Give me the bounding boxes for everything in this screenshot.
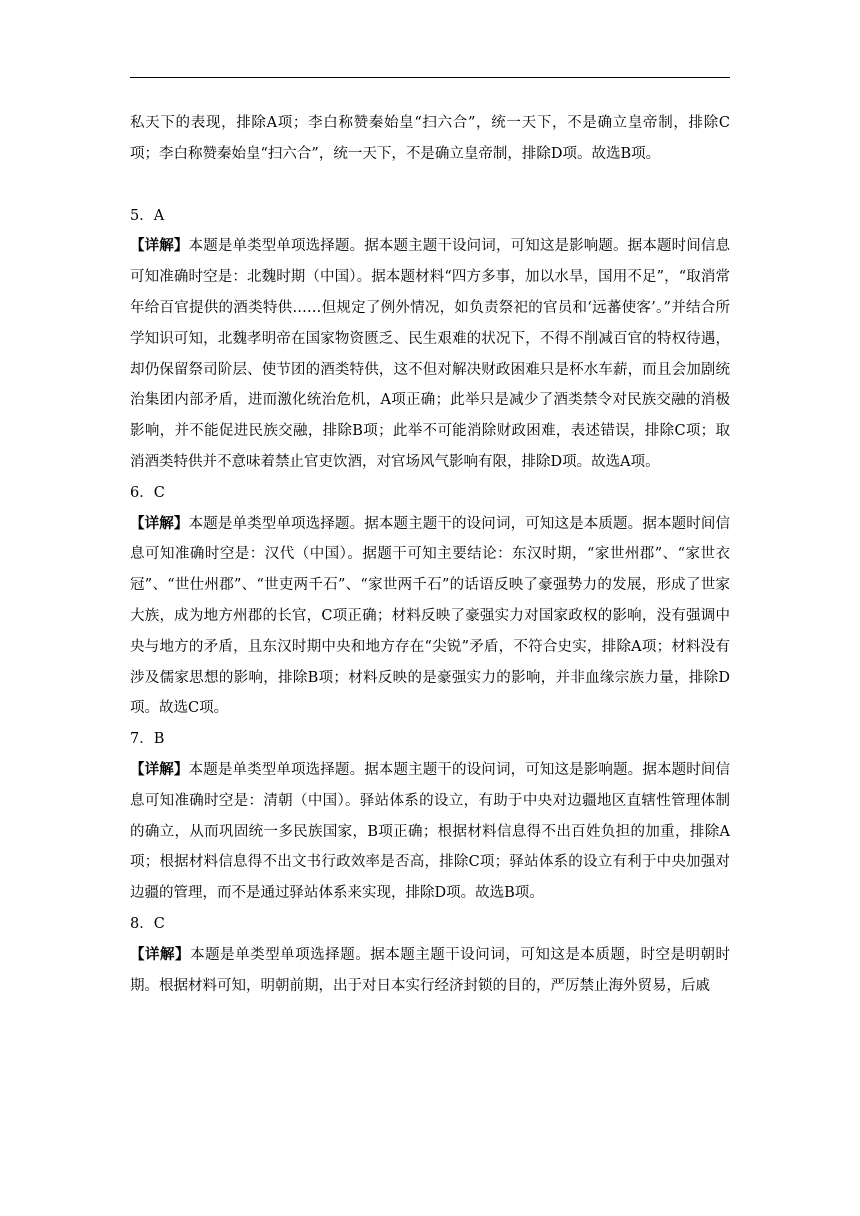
header-rule [130,77,730,78]
explanation-paragraph [130,940,730,1002]
answer-block-5 [130,201,730,478]
explanation-text: 本题是单类型单项选择题。据本题主题干设问词，可知这是影响题。据本题时间信息可知准确时空是：北魏时期（中国）。据本题材料“四方多事，加以水旱，国用不足”，“取消常年给百官提供的酒类特供……但规定了例外情况，如负责祭祀的官员和‘远蕃使客’。”并结合所学知识可知，北魏孝明帝在国家物资匮乏、民生艰难的状况下，不得不削减百官的特权待遇，却仍保留祭司阶层、使节团的酒类特供，这不但对解决财政困难只是杯水车薪，而且会加剧统治集团内部矛盾，进而激化统治危机，A项正确；此举只是减少了酒类禁令对民族交融的消极影响，并不能促进民族交融，排除B项；此举不可能消除财政困难，表述错误，排除C项；取消酒类特供并不意味着禁止官吏饮酒，对官场风气影响有限，排除D项。故选A项。 [130,238,731,470]
explanation-label: 【详解】 [130,760,189,778]
question-number: 5．A [130,207,165,224]
explanation-paragraph [130,509,730,725]
explanation-label: 【详解】 [130,945,191,963]
explanation-label: 【详解】 [130,237,189,255]
question-number: 6．C [130,484,165,501]
answer-block-6 [130,478,730,724]
continuation-paragraph: 私天下的表现，排除A项；李白称赞秦始皇“扫六合”，统一天下，不是确立皇帝制，排除C项；李白称赞秦始皇“扫六合”，统一天下，不是确立皇帝制，排除D项。故选B项。 [130,115,730,162]
answer-block-8 [130,909,730,1001]
answer-block-7 [130,724,730,909]
explanation-text: 本题是单类型单项选择题。据本题主题干的设问词，可知这是影响题。据本题时间信息可知准确时空是：清朝（中国）。驿站体系的设立，有助于中央对边疆地区直辖性管理体制的确立，从而巩固统一多民族国家，B项正确；根据材料信息得不出百姓负担的加重，排除A项；根据材料信息得不出文书行政效率是否高，排除C项；驿站体系的设立有利于中央加强对边疆的管理，而不是通过驿站体系来实现，排除D项。故选B项。 [130,761,731,902]
explanation-label: 【详解】 [130,514,189,532]
explanation-paragraph [130,231,730,477]
explanation-text: 本题是单类型单项选择题。据本题主题干的设问词，可知这是本质题。据本题时间信息可知准确时空是：汉代（中国）。据题干可知主要结论：东汉时期，“家世州郡”、“家世衣冠”、“世仕州郡”、“世吏两千石”、“家世两千石”的话语反映了豪强势力的发展，形成了世家大族，成为地方州郡的长官，C项正确；材料反映了豪强实力对国家政权的影响，没有强调中央与地方的矛盾，且东汉时期中央和地方存在“尖锐”矛盾，不符合史实，排除A项；材料没有涉及儒家思想的影响，排除B项；材料反映的是豪强实力的影响，并非血缘宗族力量，排除D项。故选C项。 [130,515,731,717]
explanation-text: 本题是单类型单项选择题。据本题主题干设问词，可知这是本质题，时空是明朝时期。根据材料可知，明朝前期，出于对日本实行经济封锁的目的，严厉禁止海外贸易，后戚 [130,946,731,994]
question-number: 8．C [130,915,165,932]
explanation-paragraph [130,755,730,909]
document-body [130,108,730,1001]
question-number: 7．B [130,731,165,748]
